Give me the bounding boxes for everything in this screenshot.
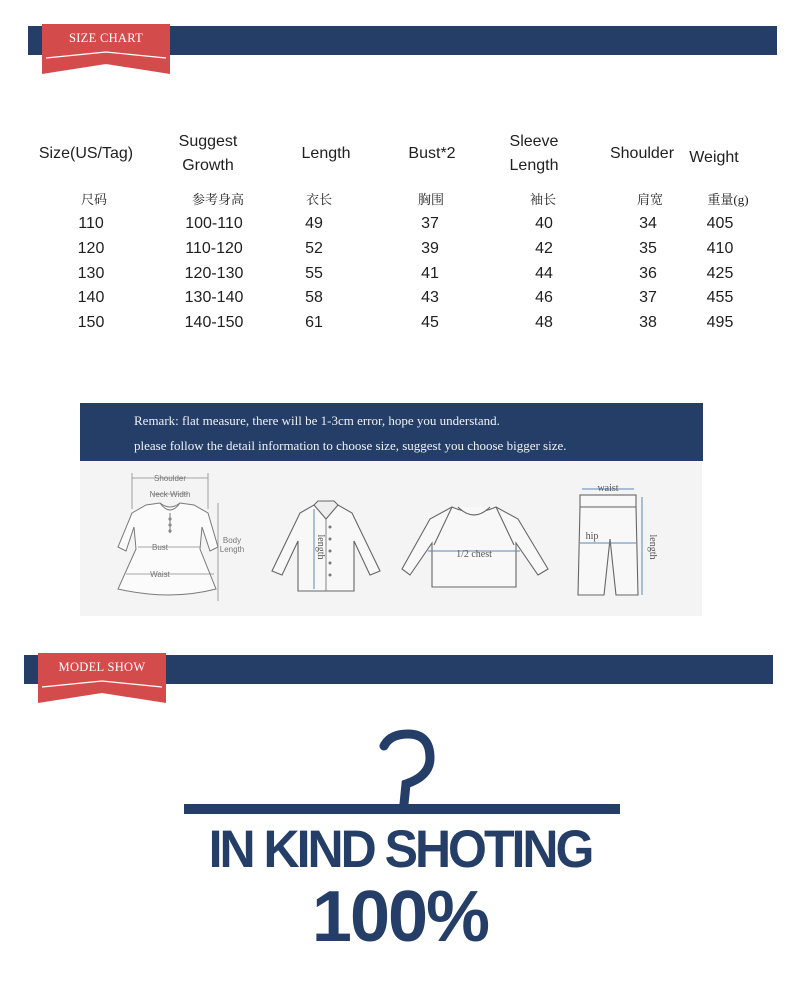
dress-drawing bbox=[86, 461, 256, 611]
dress-body-label: Body bbox=[222, 536, 242, 545]
cell-size: 130 bbox=[77, 265, 105, 282]
header-size: Size(US/Tag) bbox=[38, 145, 134, 162]
size-chart-title: SIZE CHART bbox=[68, 31, 144, 45]
remark-box bbox=[80, 403, 703, 461]
cell-weight: 425 bbox=[706, 265, 734, 282]
shirt-diagram bbox=[256, 461, 396, 611]
remark-line-1: Remark: flat measure, there will be 1-3cm error, hope you understand. bbox=[134, 413, 500, 428]
header-cn-sleeve: 袖长 bbox=[529, 192, 556, 207]
cell-sleeve: 48 bbox=[535, 314, 553, 331]
cell-sleeve: 44 bbox=[535, 265, 553, 282]
cell-length: 61 bbox=[305, 314, 323, 331]
dress-length-label: Length bbox=[219, 545, 245, 554]
cell-size: 150 bbox=[77, 314, 105, 331]
pants-waist-label: waist bbox=[597, 483, 619, 494]
header-length: Length bbox=[301, 145, 351, 162]
header-cn-bust: 胸围 bbox=[417, 192, 444, 207]
cell-weight: 405 bbox=[706, 215, 734, 232]
cell-sleeve: 40 bbox=[535, 215, 553, 232]
dress-shoulder-label: Shoulder bbox=[153, 474, 187, 483]
cell-bust: 43 bbox=[421, 289, 439, 306]
cell-growth: 140-150 bbox=[184, 314, 244, 331]
dress-neck-label: Neck Width bbox=[149, 490, 191, 499]
cell-weight: 410 bbox=[706, 240, 734, 257]
cell-bust: 41 bbox=[421, 265, 439, 282]
shirt-length-label: length bbox=[315, 534, 326, 560]
cell-length: 49 bbox=[305, 215, 323, 232]
pants-diagram bbox=[566, 461, 696, 611]
header-sleeve-length: Sleeve Length bbox=[509, 133, 559, 174]
cell-growth: 100-110 bbox=[185, 215, 243, 232]
sweater-diagram bbox=[398, 461, 558, 611]
cell-shoulder: 34 bbox=[639, 215, 657, 232]
cell-weight: 455 bbox=[706, 289, 734, 306]
cell-shoulder: 35 bbox=[639, 240, 657, 257]
header-bust: Bust*2 bbox=[408, 145, 456, 162]
cell-size: 140 bbox=[77, 289, 105, 306]
cell-growth: 120-130 bbox=[184, 265, 244, 282]
headline: IN KIND SHOTING bbox=[208, 819, 592, 879]
header-cn-length: 衣长 bbox=[305, 192, 332, 207]
sweater-drawing bbox=[398, 461, 558, 611]
size-chart-ribbon bbox=[42, 22, 170, 74]
cell-size: 120 bbox=[77, 240, 105, 257]
cell-bust: 39 bbox=[421, 240, 439, 257]
cell-sleeve: 42 bbox=[535, 240, 553, 257]
measurement-diagrams bbox=[80, 461, 702, 616]
cell-bust: 37 bbox=[421, 215, 439, 232]
table-row bbox=[28, 240, 772, 264]
sweater-chest-label: 1/2 chest bbox=[456, 549, 492, 560]
cell-length: 55 bbox=[305, 265, 323, 282]
cell-shoulder: 36 bbox=[639, 265, 657, 282]
remark-line-2: please follow the detail information to choose size, suggest you choose bigger size. bbox=[134, 438, 567, 453]
cell-shoulder: 38 bbox=[639, 314, 657, 331]
pants-drawing bbox=[566, 461, 696, 611]
ribbon-shape bbox=[38, 651, 166, 703]
table-row bbox=[28, 215, 772, 239]
header-weight: Weight bbox=[689, 149, 739, 166]
header-cn-weight: 重量(g) bbox=[707, 192, 749, 207]
ribbon-shape bbox=[42, 22, 170, 74]
cell-weight: 495 bbox=[706, 314, 734, 331]
table-row bbox=[28, 265, 772, 289]
hanger-icon bbox=[182, 726, 622, 825]
cell-length: 52 bbox=[305, 240, 323, 257]
header-cn-growth: 参考身高 bbox=[191, 192, 244, 207]
cell-length: 58 bbox=[305, 289, 323, 306]
pants-length-label: length bbox=[647, 534, 658, 560]
dress-bust-label: Bust bbox=[151, 543, 169, 552]
percent-text: 100% bbox=[311, 877, 489, 957]
cell-sleeve: 46 bbox=[535, 289, 553, 306]
table-row bbox=[28, 314, 772, 338]
table-header-cn-row bbox=[28, 189, 772, 209]
table-header-row bbox=[28, 128, 772, 178]
header-suggest-growth: Suggest Growth bbox=[178, 133, 238, 174]
cell-bust: 45 bbox=[421, 314, 439, 331]
cell-shoulder: 37 bbox=[639, 289, 657, 306]
cell-size: 110 bbox=[78, 215, 104, 232]
cell-growth: 110-120 bbox=[185, 240, 243, 257]
cell-growth: 130-140 bbox=[184, 289, 244, 306]
model-show-title: MODEL SHOW bbox=[58, 660, 146, 674]
dress-diagram bbox=[86, 461, 256, 611]
shirt-drawing bbox=[256, 461, 396, 611]
model-show-ribbon bbox=[38, 651, 166, 703]
header-cn-size: 尺码 bbox=[80, 192, 107, 207]
table-row bbox=[28, 289, 772, 313]
header-cn-shoulder: 肩宽 bbox=[636, 192, 663, 207]
header-shoulder: Shoulder bbox=[609, 145, 675, 162]
dress-waist-label: Waist bbox=[150, 570, 170, 579]
pants-hip-label: hip bbox=[585, 531, 599, 542]
